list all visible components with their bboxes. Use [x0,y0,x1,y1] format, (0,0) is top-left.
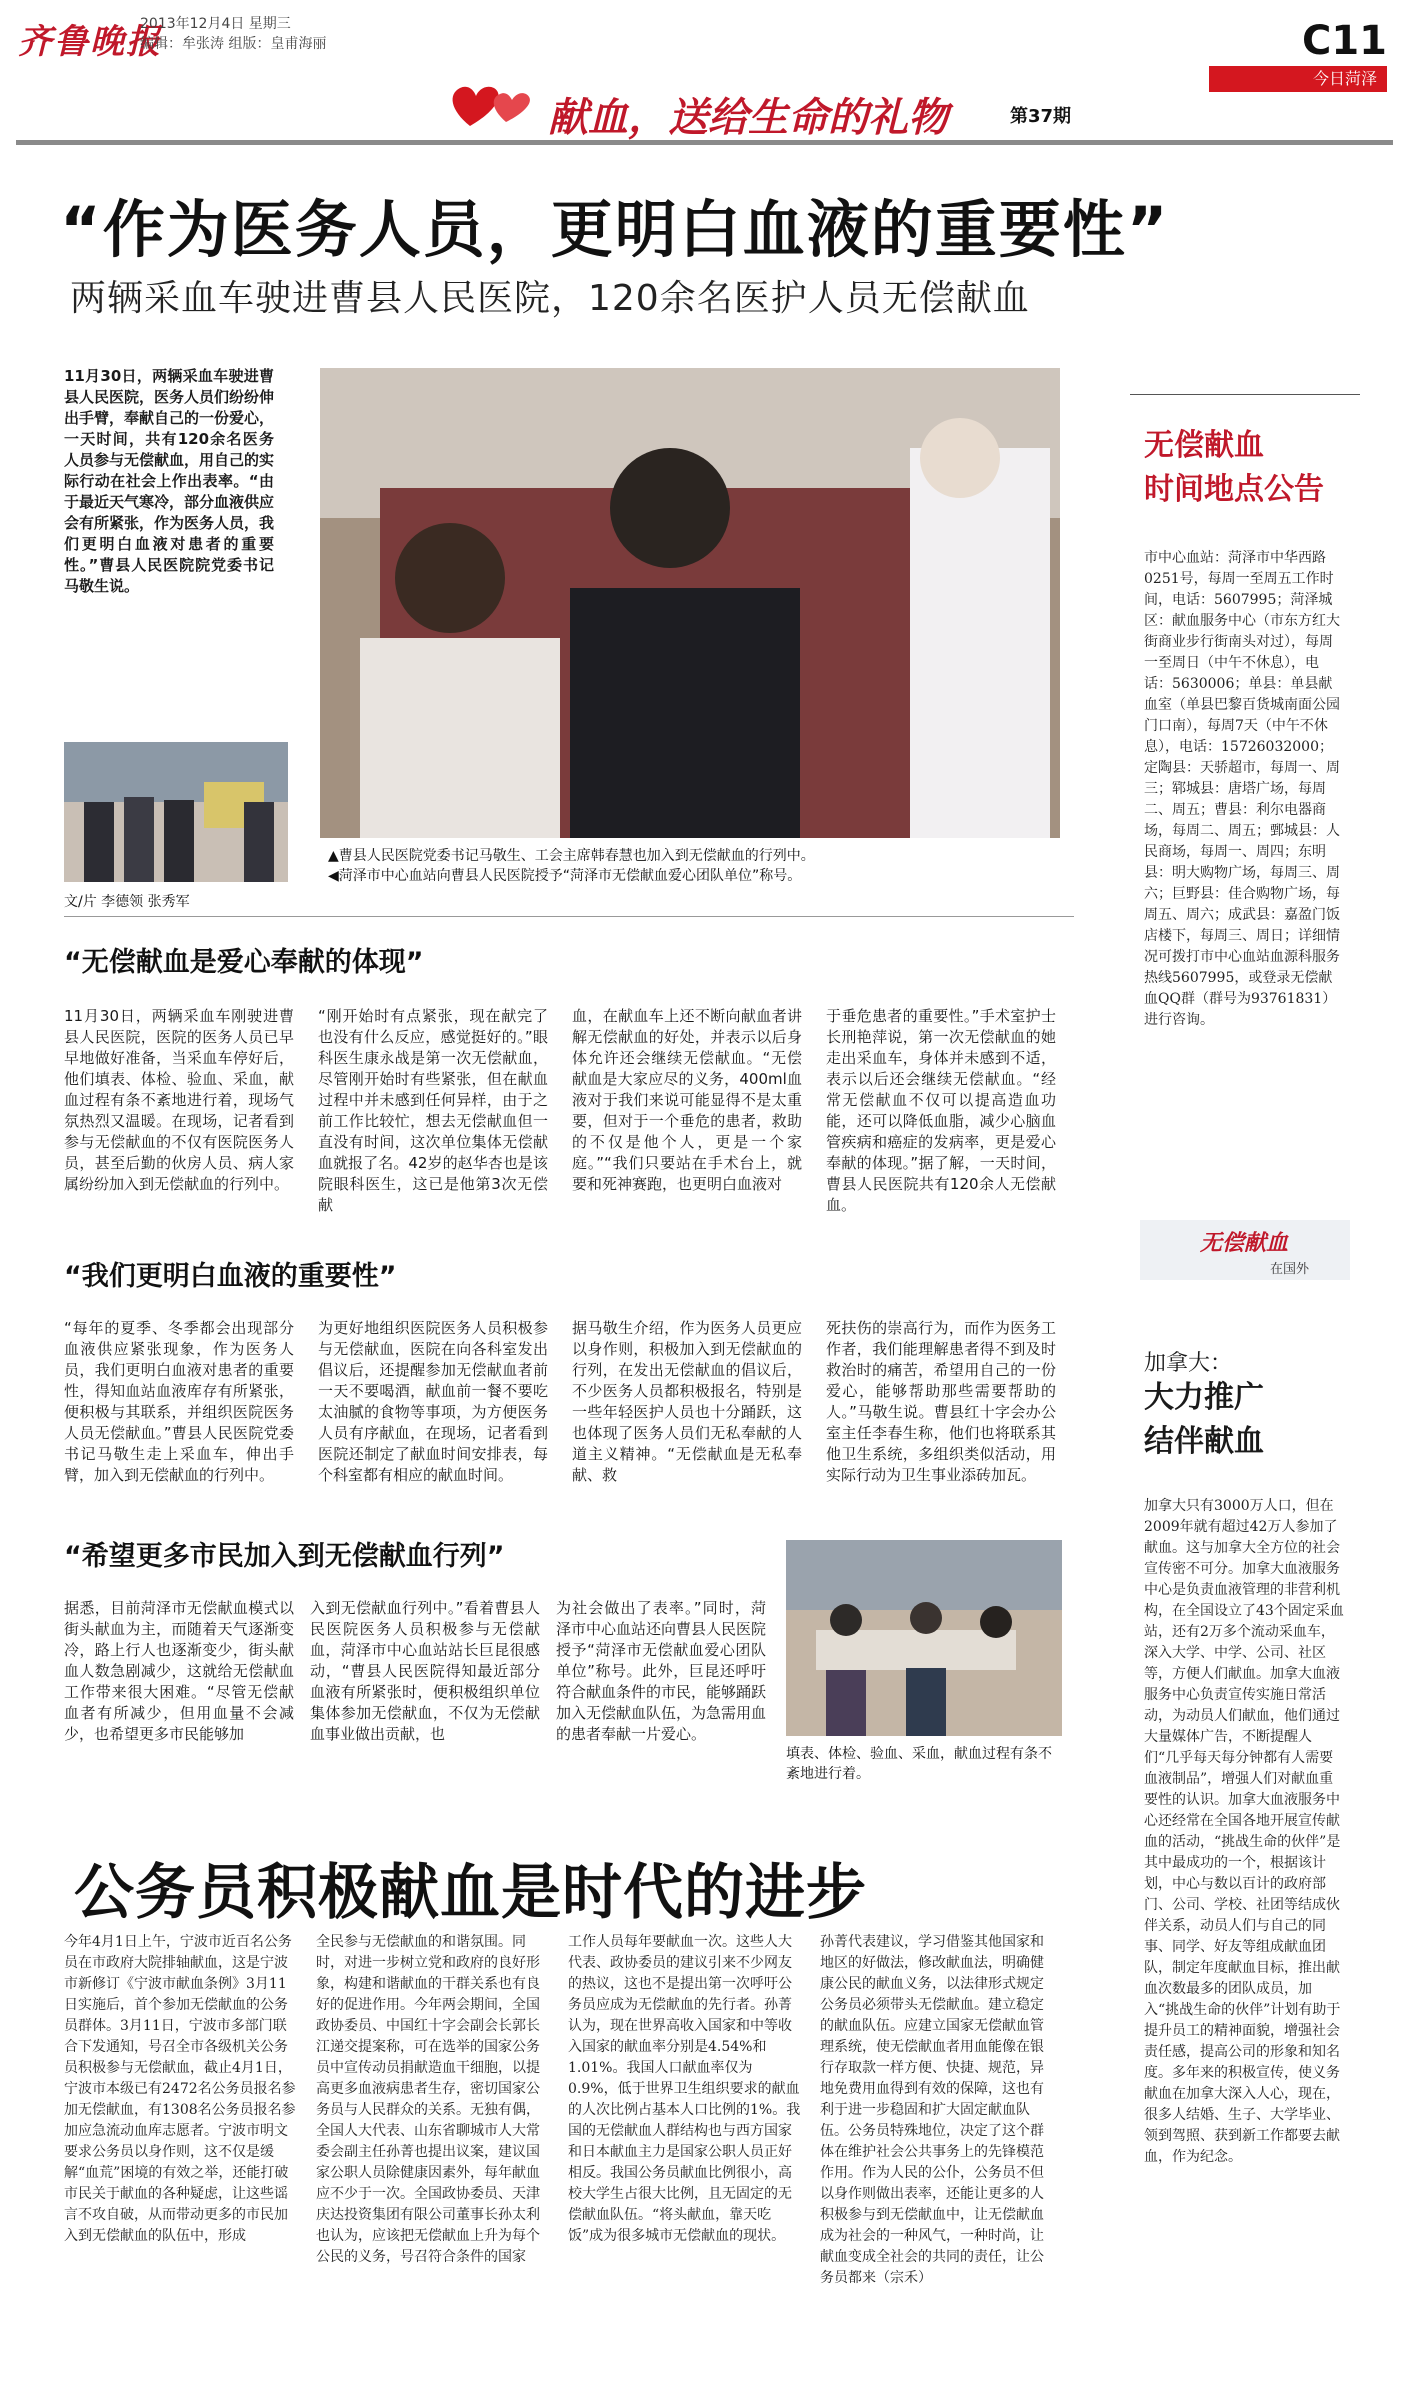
award-photo [64,742,288,882]
section-2-title: “我们更明白血液的重要性” [64,1261,397,1292]
feature-col-2: 全民参与无偿献血的和谐氛围。同时，对进一步树立党和政府的良好形象，构建和谐献血的干群关系也有良好的促进作用。今年两会期间，全国政协委员、中国红十字会副会长郭长江递交提案称，可在选举的国家公务员中宣传动员捐献造血干细胞，以提高更多血液病患者生存，密切国家公务员与人民群众的关系。无独有偶，全国人大代表、山东省聊城市人大常委会副主任孙菁也提出议案，建议国家公职人员除健康因素外，每年献血应不少于一次。全国政协委员、天津庆达投资集团有限公司董事长孙太利也认为，应该把无偿献血上升为每个公民的义务，号召符合条件的国家 [316,1934,540,2265]
section-1-col-3: 血，在献血车上还不断向献血者讲解无偿献血的好处，并表示以后身体允许还会继续无偿献血。“无偿献血是大家应尽的义务，400ml血液对于我们来说可能显得不是太重要，但对于一个垂危的患者，救助的不仅是他个人，更是一个家庭。”“我们只要站在手术台上，就要和死神赛跑，也更明白血液对 [572,1007,802,1193]
caption-award-photo: ◀菏泽市中心血站向曹县人民医院授予“菏泽市无偿献血爱心团队单位”称号。 [328,868,802,884]
street-donation-illustration [786,1540,1062,1736]
page-number: C11 [1301,18,1387,64]
canada-body: 加拿大只有3000万人口，但在2009年就有超过42万人参加了献血。这与加拿大全方位的社会宣传密不可分。加拿大血液服务中心是负责血液管理的非营利机构，在全国设立了43个固定采血站，还有2万多个流动采血车，深入大学、中学、公司、社区等，方便人们献血。加拿大血液服务中心负责宣传实施日常活动，为动员人们献血，他们通过大量媒体广告，不断提醒人们“几乎每天每分钟都有人需要血液制品”，增强人们对献血重要性的认识。加拿大血液服务中心还经常在全国各地开展宣传献血的活动，“挑战生命的伙伴”是其中最成功的一个，根据该计划，中心与数以百计的政府部门、公司、学校、社团等结成伙伴关系，动员人们与自己的同事、同学、好友等组成献血团队，制定年度献血目标，推出献血次数最多的团队成员，加入“挑战生命的伙伴”计划有助于提升员工的精神面貌，增强社会责任感，提高公司的形象和知名度。多年来的积极宣传，使义务献血在加拿大深入人心，现在，很多人结婚、生子、大学毕业、领到驾照、获到新工作都要去献血，作为纪念。 [1144,1498,1344,2165]
sidebar-rule [1130,394,1360,395]
section-2-col-4: 死扶伤的崇高行为，而作为医务工作者，我们能理解患者得不到及时救治时的痛苦，希望用自己的一份爱心，能够帮助那些需要帮助的人。”马敬生说。曹县红十字会办公室主任李春生称，他们也将联系其他卫生系统，多组织类似活动，用实际行动为卫生事业添砖加瓦。 [826,1319,1056,1484]
hearts-icon [448,74,538,134]
canada-title-line-2: 结伴献血 [1144,1424,1264,1459]
section-1-col-4: 于垂危患者的重要性。”手术室护士长刑艳萍说，第一次无偿献血的她走出采血车，身体并未感到不适，表示以后还会继续无偿献血。“经常无偿献血不仅可以提高造血功能，还可以降低血脂，减少心脑血管疾病和癌症的发病率，更是爱心奉献的体现。”据了解，一天时间，曹县人民医院共有120余人无偿献血。 [826,1007,1056,1214]
feature-col-3: 工作人员每年要献血一次。这些人大代表、政协委员的建议引来不少网友的热议，这也不是提出第一次呼吁公务员应成为无偿献血的先行者。孙菁认为，现在世界高收入国家和中等收入国家的献血率分别是4.54%和1.01%。我国人口献血率仅为0.9%，低于世界卫生组织要求的献血的人次比例占基本人口比例的1%。我国的无偿献血人群结构也与西方国家和日本献血主力是国家公职人员正好相反。我国公务员献血比例很小，高校大学生占很大比例，且无固定的无偿献血队伍。“将头献血，靠天吃饭”成为很多城市无偿献血的现状。 [568,1934,801,2244]
article-lead: 11月30日，两辆采血车驶进曹县人民医院，医务人员们纷纷伸出手臂，奉献自己的一份爱心，一天时间，共有120余名医务人员参与无偿献血，用自己的实际行动在社会上作出表率。“由于最近天气寒冷，部分血液供应会有所紧张，作为医务人员，我们更明白血液对患者的重要性。”曹县人民医院院党委书记马敬生说。 [64,367,275,595]
award-photo-illustration [64,742,288,882]
feature-col-4-text: 孙菁代表建议，学习借鉴其他国家和地区的好做法，修改献血法，明确健康公民的献血义务，以法律形式规定公务员必须带头无偿献血。建立稳定的献血队伍。应建立国家无偿献血管理系统，使无偿献血者用血能像在银行存取款一样方便、快捷、规范，异地免费用血得到有效的保障，这也有利于进一步稳固和扩大固定献血队伍。公务员特殊地位，决定了这个群体在维护社会公共事务上的先锋模范作用。作为人民的公仆，公务员不但以身作则做出表率，还能让更多的人积极参与到无偿献血中，让无偿献血成为社会的一种风气，一种时尚，让献血变成全社会的共同的责任，让公务员都来 [820,1934,1044,2286]
abroad-logo-sub: 在国外 [1270,1262,1310,1277]
feature-col-1: 今年4月1日上午，宁波市近百名公务员在市政府大院排轴献血，这是宁波市新修订《宁波市献血条例》3月11日实施后，首个参加无偿献血的公务员群体。3月11日，宁波市多部门联合下发通知，号召全市各级机关公务员积极参与无偿献血，截止4月1日，宁波市本级已有2472名公务员报名参加无偿献血，有1308名公务员报名参加应急流动血库志愿者。宁波市明文要求公务员以身作则，这不仅是缓解“血荒”困境的有效之举，还能打破市民关于献血的各种疑虑，让这些谣言不攻自破，从而带动更多的市民加入到无偿献血的队伍中，形成 [64,1934,296,2244]
feature-signoff: （宗禾） [876,2270,932,2286]
date-line: 2013年12月4日 星期三 [140,16,291,32]
photo-captions [328,846,1068,886]
header-rule [16,140,1393,145]
street-donation-photo [786,1540,1062,1736]
section-1-col-2: “刚开始时有点紧张，现在献完了也没有什么反应，感觉挺好的。”眼科医生康永战是第一次无偿献血，尽管刚开始时有些紧张，但在献血过程中并未感到任何异样，由于之前工作比较忙，想去无偿献血但一直没有时间，这次单位集体无偿献血就报了名。42岁的赵华杏也是该院眼科医生，这已是他第3次无偿献 [318,1007,548,1214]
caption-main-photo: ▲曹县人民医院党委书记马敬生、工会主席韩春慧也加入到无偿献血的行列中。 [328,848,815,864]
street-photo-caption: 填表、体检、验血、采血，献血过程有条不紊地进行着。 [786,1746,1052,1782]
main-photo [320,368,1060,838]
abroad-logo [1140,1220,1350,1280]
notice-title-line-1: 无偿献血 [1144,428,1264,463]
section-1-title: “无偿献血是爱心奉献的体现” [64,947,424,978]
article-headline: “作为医务人员，更明白血液的重要性” [60,193,1170,266]
section-3-col-2: 入到无偿献血行列中。”看着曹县人民医院医务人员积极参与无偿献血，菏泽市中心血站站长巨昆很感动，“曹县人民医院得知最近部分血液有所紧张时，便积极组织单位集体参加无偿献血，不仅为无偿献血事业做出贡献，也 [310,1599,540,1743]
abroad-logo-text: 无偿献血 [1200,1230,1289,1256]
article-subhead: 两辆采血车驶进曹县人民医院，120余名医护人员无偿献血 [70,278,1030,319]
section-2-col-1: “每年的夏季、冬季都会出现部分血液供应紧张现象，作为医务人员，我们更明白血液对患者的重要性，得知血站血液库存有所紧张，便积极与其联系，并组织医院医务人员无偿献血。”曹县人民医院党委书记马敬生走上采血车，伸出手臂，加入到无偿献血的行列中。 [64,1319,294,1484]
masthead-info [140,14,326,54]
notice-title-line-2: 时间地点公告 [1144,472,1324,507]
canada-title-line-1: 大力推广 [1144,1380,1264,1415]
campaign-banner: 献血，送给生命的礼物 [548,94,948,141]
notice-body: 市中心血站：菏泽市中华西路0251号，每周一至周五工作时间，电话：5607995；菏泽城区：献血服务中心（市东方红大街商业步行街南头对过），每周一至周日（中午不休息），电话：5630006；单县：单县献血室（单县巴黎百货城南面公园门口南），每周7天（中午不休息），电话：15726032000；定陶县：天骄超市，每周一、周三；郓城县：唐塔广场，每周二、周五；曹县：利尔电器商场，每周二、周五；鄄城县：人民商场，每周一、周四；东明县：明大购物广场，每周三、周六；巨野县：佳合购物广场，每周五、周六；成武县：嘉盈门饭店楼下，每周三、周日；详细情况可拨打市中心血站血源科服务热线5607995，或登录无偿献血QQ群（群号为93761831）进行咨询。 [1144,550,1340,1028]
section-1-col-1: 11月30日，两辆采血车刚驶进曹县人民医院，医院的医务人员已早早地做好准备，当采血车停好后，他们填表、体检、验血、采血，献血过程有条不紊地进行着，现场气氛热烈又温暖。在现场，记者看到参与无偿献血的不仅有医院医务人员，甚至后勤的伙房人员、病人家属纷纷加入到无偿献血的行列中。 [64,1007,294,1193]
feature-title: 公务员积极献血是时代的进步 [74,1858,867,1928]
feature-col-4 [820,1932,1054,2289]
section-3-col-1: 据悉，目前菏泽市无偿献血模式以街头献血为主，而随着天气逐渐变冷，路上行人也逐渐变少，街头献血人数急剧减少，这就给无偿献血工作带来很大困难。“尽管无偿献血者有所减少，但用血量不会减少，也希望更多市民能够加 [64,1599,294,1743]
section-divider [64,916,1074,917]
editor-line: 编辑：牟张涛 组版：皇甫海丽 [140,36,327,52]
section-2-col-2: 为更好地组织医院医务人员积极参与无偿献血，医院在向各科室发出倡议后，还提醒参加无偿献血者前一天不要喝酒，献血前一餐不要吃太油腻的食物等事项，为方便医务人员有序献血，在现场，记者看到医院还制定了献血时间安排表，每个科室都有相应的献血时间。 [318,1319,548,1484]
section-2-col-3: 据马敬生介绍，作为医务人员更应以身作则，积极加入到无偿献血的行列，在发出无偿献血的倡议后，不少医务人员都积极报名，特别是一些年轻医护人员也十分踊跃，这也体现了医务人员们无私奉献的人道主义精神。“无偿献血是无私奉献、救 [572,1319,802,1484]
issue-number: 第37期 [1010,106,1072,127]
byline: 文/片 李德领 张秀军 [64,894,190,910]
section-3-col-3: 为社会做出了表率。”同时，菏泽市中心血站还向曹县人民医院授予“菏泽市无偿献血爱心团队单位”称号。此外，巨昆还呼吁符合献血条件的市民，能够踊跃加入无偿献血队伍，为急需用血的患者奉献一片爱心。 [556,1599,767,1743]
section-tag: 今日菏泽 [1209,66,1387,92]
section-3-title: “希望更多市民加入到无偿献血行列” [64,1541,505,1572]
newspaper-logo: 齐鲁晚报 [18,22,162,62]
canada-kicker: 加拿大： [1144,1351,1233,1376]
blood-donation-photo-illustration [320,368,1060,838]
